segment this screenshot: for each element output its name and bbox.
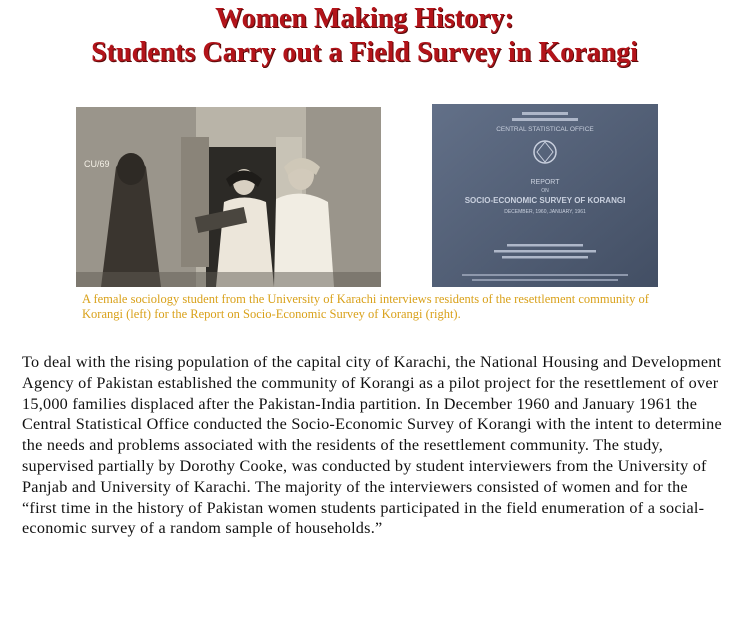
page-title-line-1: Women Making History: [215, 3, 514, 34]
body-paragraph: To deal with the rising population of the capital city of Karachi, the National Housing and Development Agency of Pakistan established the community of Korangi as a pilot project for the resettlement of over 15,000 families displaced after the Pakistan-India partition. In December 1960 and January 1961 the Central Statistical Office conducted the Socio-Economic Survey of Korangi with the intent to determine the needs and problems associated with the residents of the resettlement community. The study, supervised partially by Dorothy Cooke, was conducted by student interviewers from the University of Panjab and University of Karachi. The majority of the interviewers consisted of women and for the “first time in the history of Pakistan women students participated in the field enumeration of a social-economic survey of a random sample of households.” [22, 353, 722, 538]
report-on: ON [541, 188, 549, 194]
report-survey-title: SOCIO-ECONOMIC SURVEY OF KORANGI [464, 196, 626, 205]
photo-illustration [76, 107, 381, 287]
svg-text:CU/69: CU/69 [84, 159, 110, 169]
report-cover-illustration [432, 104, 658, 287]
photo-caption: A female sociology student from the University of Karachi interviews residents of the resettlement community of Korangi (left) for the Report on Socio-Economic Survey of Korangi (right). [82, 292, 649, 321]
report-heading: REPORT [530, 179, 560, 186]
field-survey-photo [76, 107, 381, 287]
survey-report-cover [432, 104, 658, 287]
report-office: CENTRAL STATISTICAL OFFICE [496, 126, 594, 133]
report-dates: DECEMBER, 1960, JANUARY, 1961 [504, 209, 586, 215]
page-title-line-2: Students Carry out a Field Survey in Korangi [91, 37, 638, 68]
